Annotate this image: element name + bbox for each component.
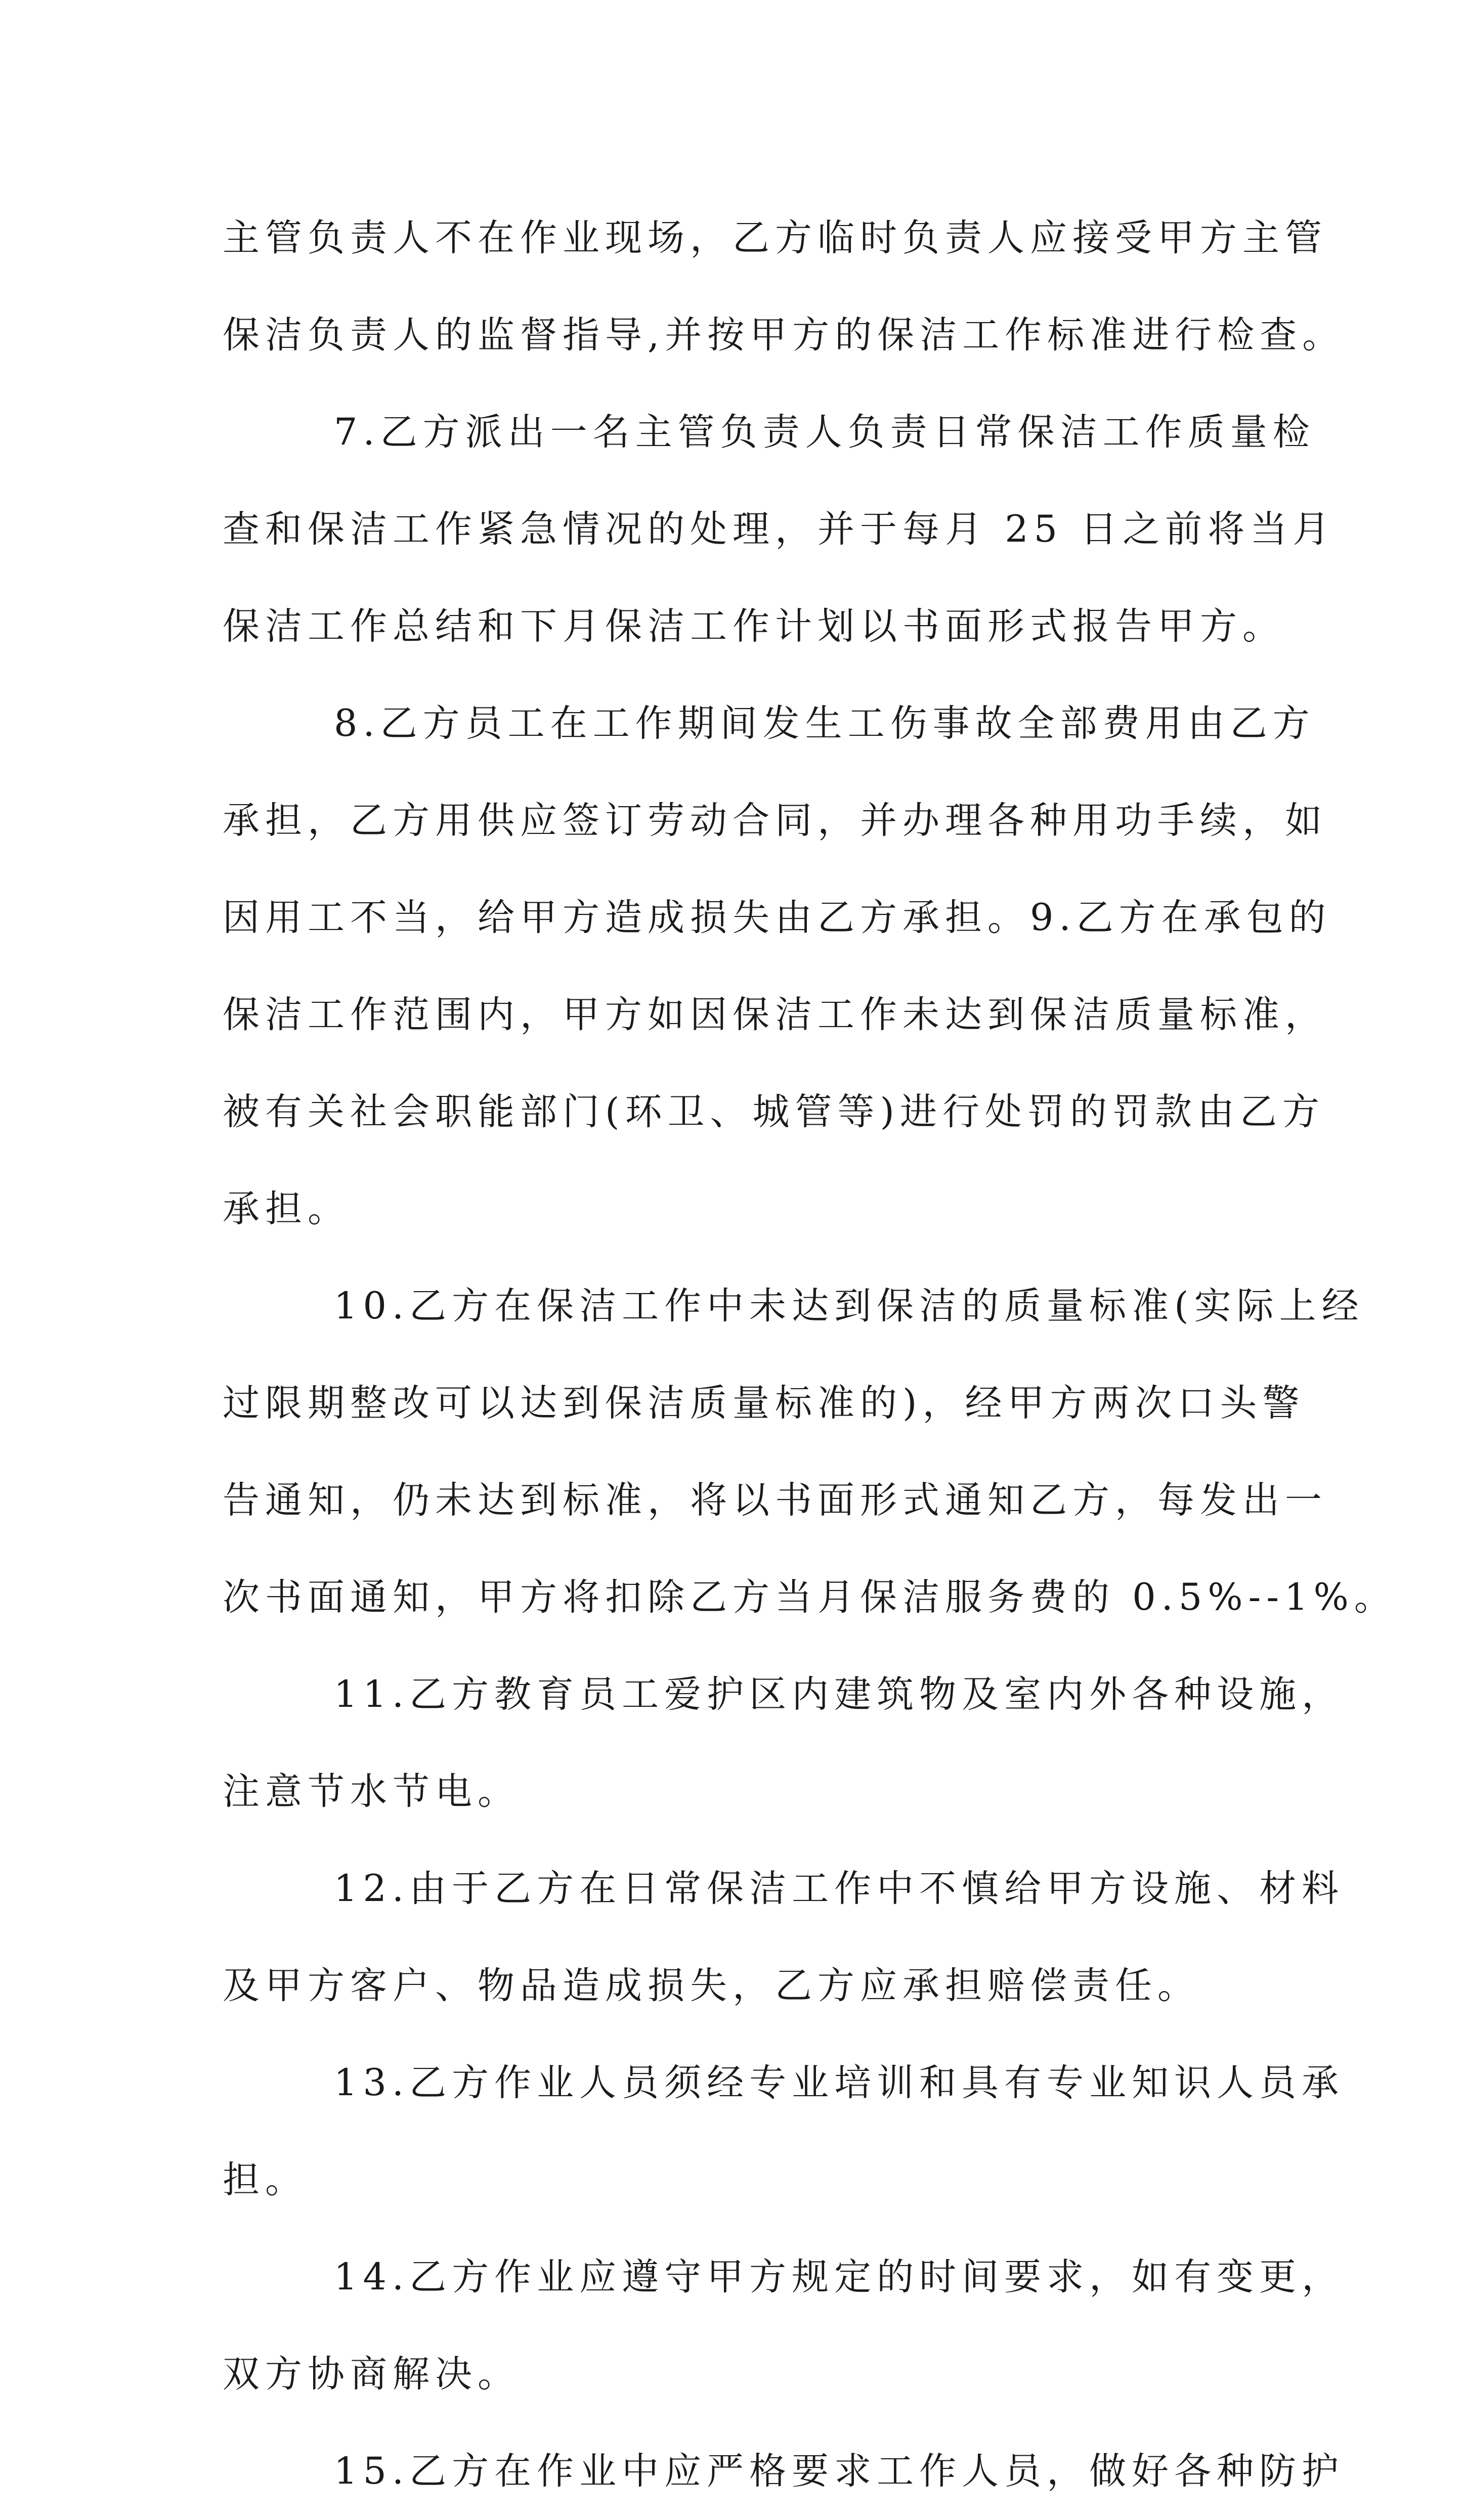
text-line: 担。	[223, 2158, 308, 2201]
text-line: 13.乙方作业人员须经专业培训和具有专业知识人员承	[334, 2061, 1345, 2104]
document-body	[223, 190, 1397, 2520]
text-line: 7.乙方派出一名主管负责人负责日常保洁工作质量检	[334, 411, 1315, 454]
text-line: 次书面通知，甲方将扣除乙方当月保洁服务费的 0.5%--1%。	[223, 1576, 1397, 1619]
text-line: 8.乙方员工在工作期间发生工伤事故全部费用由乙方	[334, 702, 1315, 745]
text-line: 注意节水节电。	[223, 1770, 520, 1813]
text-line: 15.乙方在作业中应严格要求工作人员，做好各种防护	[334, 2450, 1345, 2493]
text-line: 承担，乙方用供应签订劳动合同，并办理各种用功手续，如	[223, 799, 1327, 842]
text-line: 保洁工作总结和下月保洁工作计划以书面形式报告甲方。	[223, 605, 1285, 648]
text-line: 10.乙方在保洁工作中未达到保洁的质量标准(实际上经	[334, 1285, 1364, 1328]
text-line: 告通知，仍未达到标准，将以书面形式通知乙方，每发出一	[223, 1479, 1327, 1522]
text-line: 承担。	[223, 1187, 350, 1230]
text-line: 查和保洁工作紧急情况的处理，并于每月 25 日之前将当月	[223, 508, 1336, 551]
text-line: 保洁工作范围内，甲方如因保洁工作未达到保洁质量标准，	[223, 993, 1327, 1036]
text-line: 11.乙方教育员工爱护区内建筑物及室内外各种设施，	[334, 1673, 1345, 1716]
text-line: 过限期整改可以达到保洁质量标准的)，经甲方两次口头警	[223, 1382, 1305, 1425]
text-line: 被有关社会职能部门(环卫、城管等)进行处罚的罚款由乙方	[223, 1090, 1325, 1133]
text-line: 14.乙方作业应遵守甲方规定的时间要求，如有变更，	[334, 2256, 1345, 2298]
text-line: 12.由于乙方在日常保洁工作中不慎给甲方设施、材料	[334, 1867, 1345, 1910]
text-line: 及甲方客户、物品造成损失，乙方应承担赔偿责任。	[223, 1964, 1200, 2007]
text-line: 因用工不当，给甲方造成损失由乙方承担。9.乙方在承包的	[223, 896, 1331, 939]
text-line: 主管负责人不在作业现场，乙方临时负责人应接受甲方主管	[223, 216, 1327, 259]
text-line: 双方协商解决。	[223, 2353, 520, 2396]
text-line: 保洁负责人的监督指导,并按甲方的保洁工作标准进行检查。	[223, 314, 1345, 357]
